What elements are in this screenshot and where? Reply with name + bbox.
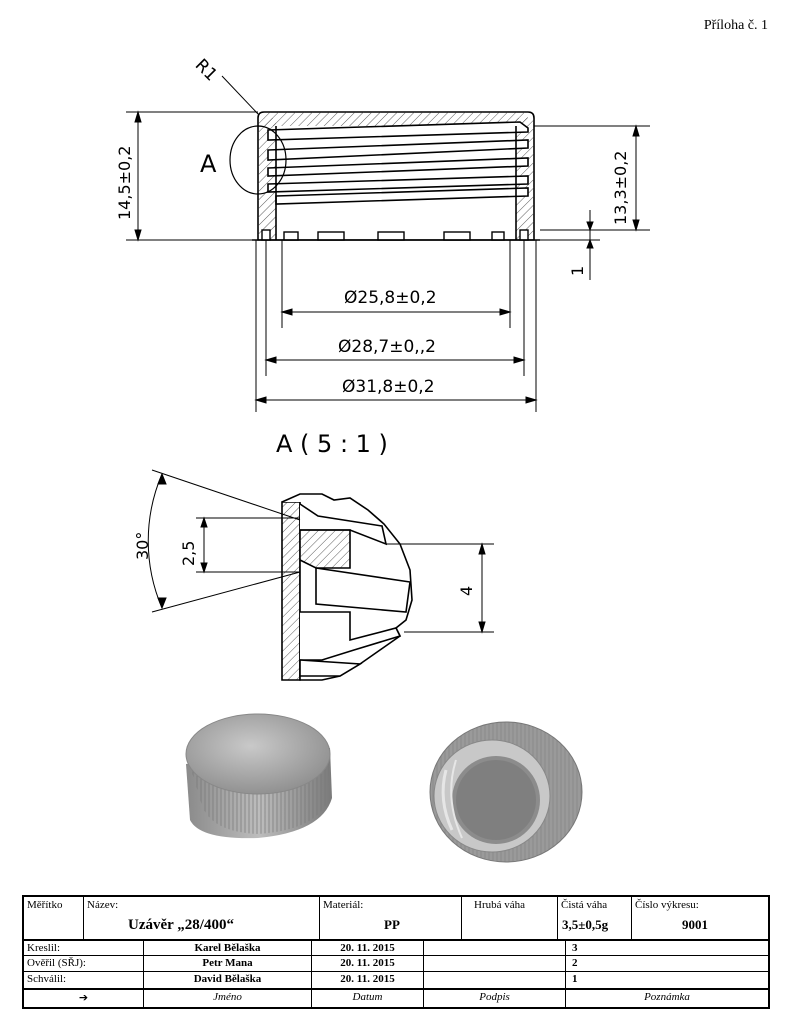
cap-render-top bbox=[186, 714, 332, 838]
row-no-3: 1 bbox=[566, 972, 768, 990]
net-weight-label: Čistá váha bbox=[561, 899, 608, 911]
cap-section-view bbox=[230, 112, 540, 240]
height-inner-label: 13,3±0,2 bbox=[611, 150, 630, 225]
drawing-number-value: 9001 bbox=[682, 917, 708, 932]
row-role-3: Schválil: bbox=[24, 972, 144, 990]
pitch-label: 2,5 bbox=[179, 540, 198, 566]
row-sign-3 bbox=[424, 972, 566, 990]
thread-depth-label: 4 bbox=[457, 585, 476, 596]
row-name-1: Karel Bělaška bbox=[144, 941, 312, 956]
cap-render-bottom bbox=[430, 722, 582, 862]
drawing-number-label: Číslo výkresu: bbox=[635, 899, 699, 911]
dia-thread-label: Ø28,7±0,,2 bbox=[338, 337, 436, 357]
detail-a-view bbox=[282, 494, 412, 680]
net-weight-cell bbox=[558, 897, 632, 941]
row-date-3: 20. 11. 2015 bbox=[312, 972, 424, 990]
name-label: Název: bbox=[87, 899, 119, 911]
radius-label: R1 bbox=[190, 55, 222, 86]
row-no-1: 3 bbox=[566, 941, 768, 956]
footer-sign-cell: Podpis bbox=[424, 990, 566, 1007]
material-value: PP bbox=[384, 917, 400, 932]
detail-title: A ( 5 : 1 ) bbox=[276, 430, 388, 458]
footer-note-cell: Poznámka bbox=[644, 991, 690, 1003]
scale-label: Měřítko bbox=[27, 899, 63, 911]
material-cell bbox=[320, 897, 462, 941]
height-total-label: 14,5±0,2 bbox=[115, 145, 134, 220]
scale-cell bbox=[24, 897, 84, 941]
appendix-label: Příloha č. 1 bbox=[703, 18, 768, 33]
title-block bbox=[22, 895, 770, 1009]
footer-name-cell: Jméno bbox=[144, 990, 312, 1007]
row-name-3: David Bělaška bbox=[144, 972, 312, 990]
footer-date-cell: Datum bbox=[312, 990, 424, 1007]
dia-inner-label: Ø25,8±0,2 bbox=[344, 288, 437, 308]
name-cell bbox=[84, 897, 320, 941]
row-date-2: 20. 11. 2015 bbox=[312, 956, 424, 972]
dia-outer-label: Ø31,8±0,2 bbox=[342, 377, 435, 397]
footer-arrow-cell bbox=[24, 990, 144, 1007]
gross-weight-cell bbox=[462, 897, 558, 941]
row-name-2: Petr Mana bbox=[144, 956, 312, 972]
row-no-2: 2 bbox=[566, 956, 768, 972]
arrow-icon: ➔ bbox=[78, 991, 89, 1004]
name-value: Uzávěr „28/400“ bbox=[128, 917, 234, 933]
drawing-number-cell bbox=[632, 897, 768, 941]
angle-label: 30° bbox=[133, 531, 152, 560]
gross-weight-label: Hrubá váha bbox=[474, 899, 526, 911]
row-role-1: Kreslil: bbox=[24, 941, 144, 956]
detail-marker: A bbox=[200, 150, 217, 178]
row-sign-2 bbox=[424, 956, 566, 972]
row-sign-1 bbox=[424, 941, 566, 956]
material-label: Materiál: bbox=[323, 899, 364, 911]
net-weight-value: 3,5±0,5g bbox=[562, 917, 609, 932]
rib-height-label: 1 bbox=[568, 265, 587, 276]
row-date-1: 20. 11. 2015 bbox=[312, 941, 424, 956]
row-role-2: Ověřil (SŘJ): bbox=[24, 956, 144, 972]
